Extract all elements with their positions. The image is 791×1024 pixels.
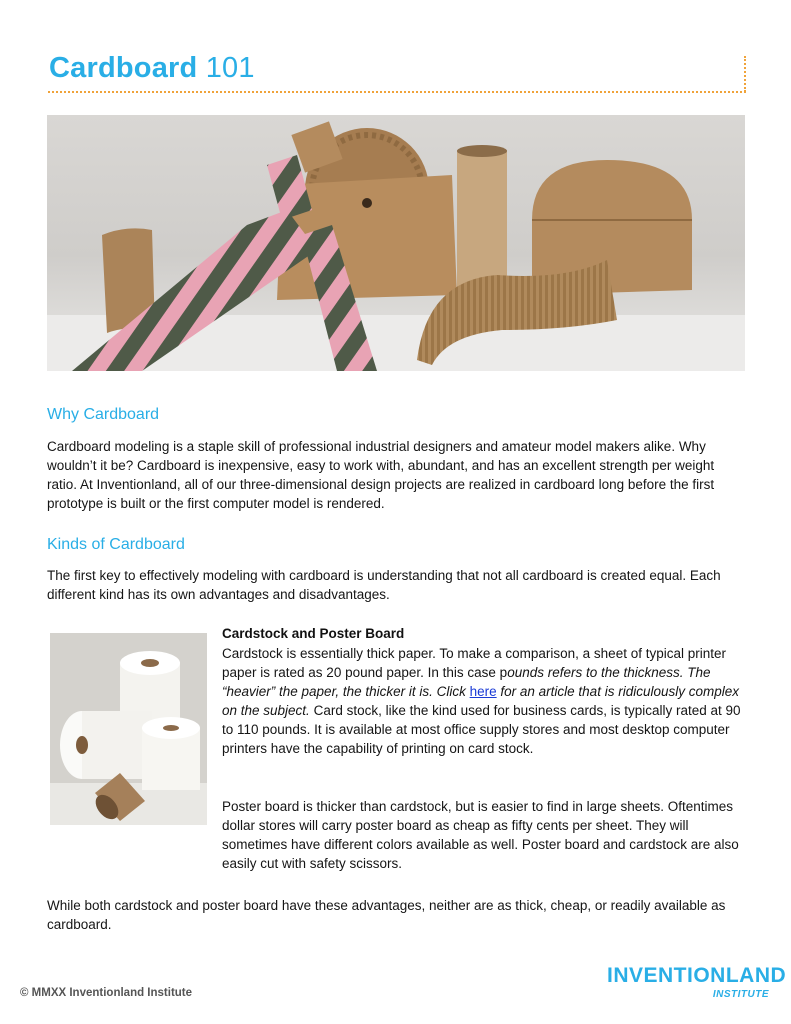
title-number: 101 xyxy=(205,52,255,84)
title-word: Cardboard xyxy=(49,52,198,84)
hero-photo-cardboard-models xyxy=(47,115,745,371)
title-divider-vertical xyxy=(744,56,746,92)
article-link[interactable]: here xyxy=(469,684,497,699)
closing-paragraph: While both cardstock and poster board have these advantages, neither are as thick, cheap, or readily available as cardboard. xyxy=(47,898,726,932)
section-heading-kinds-of-cardboard: Kinds of Cardboard xyxy=(47,536,185,553)
subheading-cardstock-poster-board: Cardstock and Poster Board xyxy=(222,626,405,641)
cardstock-italic-text-2: for an article that is ridiculously complex on the subject. xyxy=(222,684,739,718)
logo-wordmark: INVENTIONLAND xyxy=(607,964,787,987)
page-title xyxy=(49,52,255,85)
kinds-paragraph: The first key to effectively modeling with cardboard is understanding that not all cardboard is created equal. Each different kind has its own advantages and disadvantages. xyxy=(47,568,721,602)
cardstock-paragraph xyxy=(222,644,747,758)
poster-board-paragraph: Poster board is thicker than cardstock, but is easier to find in large sheets. Oftentimes dollar stores will carry poster board as cheap as fifty cents per sheet. They will sometimes have different colors available as well. Poster board and cardstock are also easily cut with safety scissors. xyxy=(222,799,739,871)
section-heading-why-cardboard: Why Cardboard xyxy=(47,406,160,423)
why-cardboard-paragraph: Cardboard modeling is a staple skill of professional industrial designers and amateur model makers alike. Why wouldn’t it be? Cardboard is inexpensive, easy to work with, abundant, and has an excellent strength per weight ratio. At Inventionland, all of our three-dimensional design projects are realized in cardboard long before the first prototype is built or the first computer model is rendered. xyxy=(47,439,715,511)
cardstock-text-start: Cardstock is essentially thick paper. To make a comparison, a sheet of typical printer paper is rated as 20 pound paper. In this case p xyxy=(222,646,726,680)
title-divider xyxy=(48,91,746,93)
paper-rolls-photo xyxy=(50,633,207,825)
cardstock-italic-text: ounds refers to the thickness. The “heavier” the paper, the thicker it is. Click xyxy=(222,665,711,699)
copyright-text: © MMXX Inventionland Institute xyxy=(20,987,193,999)
inventionland-logo xyxy=(607,964,787,1006)
cardstock-text-end: Card stock, like the kind used for business cards, is typically rated at 90 to 110 pounds. It is available at most office supply stores and most desktop computer printers have the capability of printing on card stock. xyxy=(222,703,741,756)
logo-subtitle: INSTITUTE xyxy=(712,989,769,1000)
